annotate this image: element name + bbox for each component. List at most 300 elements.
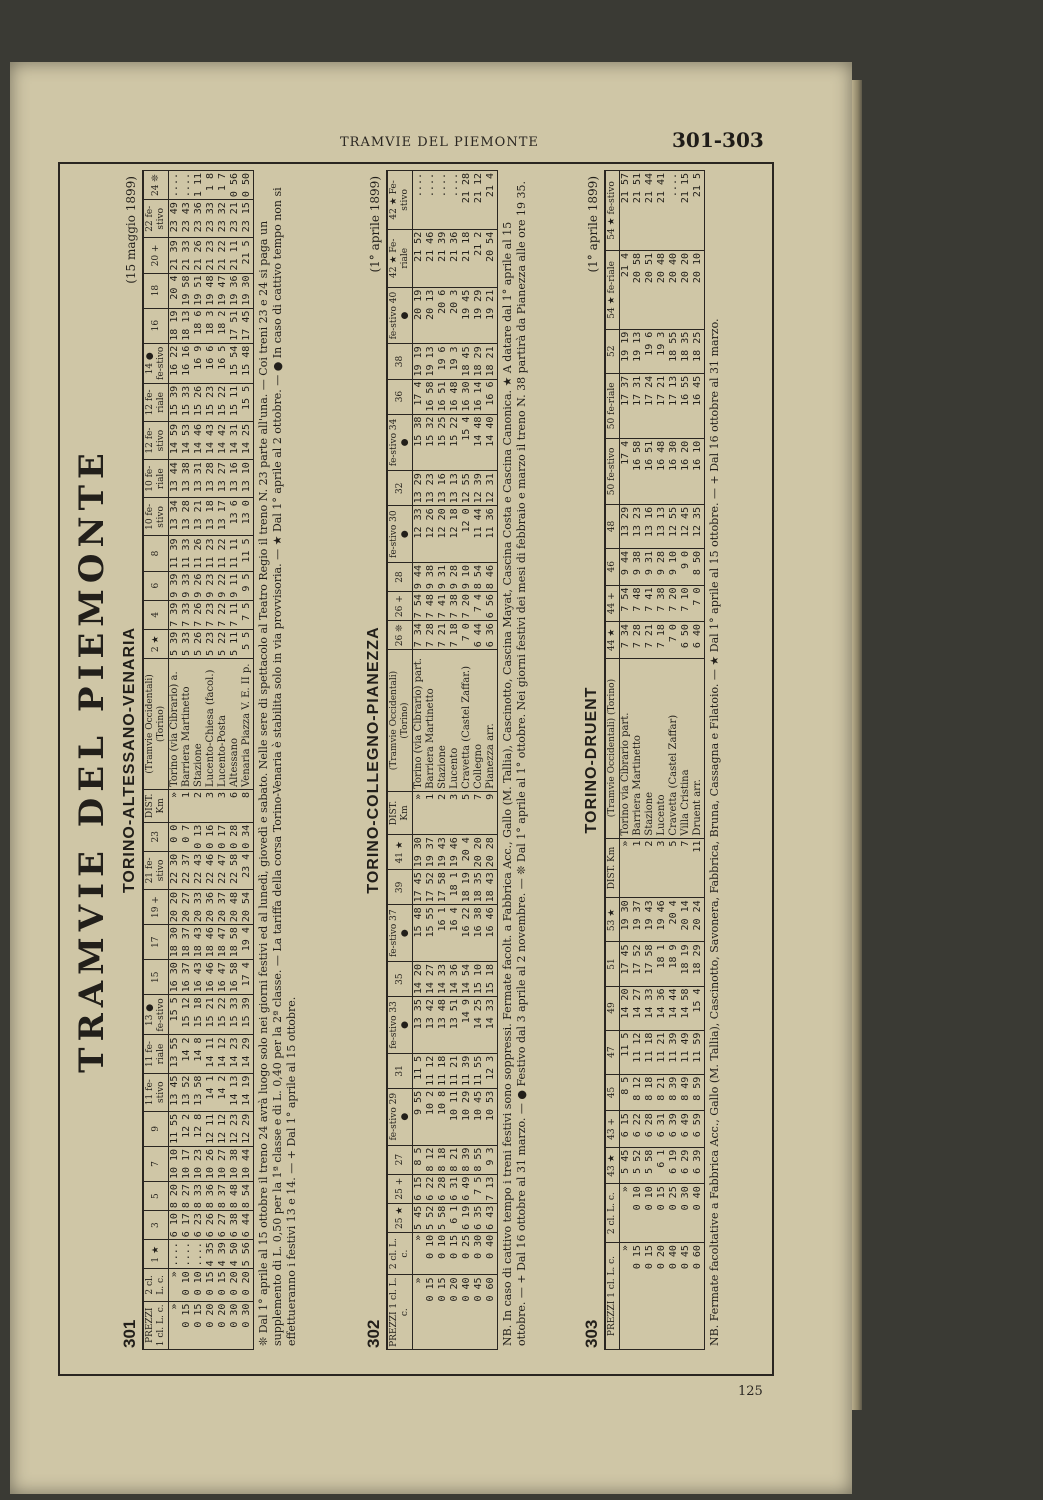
- time-cell: 9 0: [680, 548, 692, 585]
- time-cell: 9 10: [461, 563, 473, 592]
- time-cell: 9 38: [425, 563, 437, 592]
- price-1cl: 0 15: [425, 1275, 437, 1350]
- time-cell: 19 3: [449, 344, 461, 379]
- train-number: 36: [388, 379, 413, 414]
- price-1cl: 0 15: [644, 1243, 656, 1350]
- price-header: 2 cl. L. c.: [388, 1232, 413, 1275]
- time-cell: 21 18: [461, 229, 473, 287]
- time-cell: 21 28: [461, 171, 473, 230]
- time-cell: 11 18: [644, 1030, 656, 1074]
- time-cell: 9 39: [169, 571, 182, 600]
- time-cell: 14 46: [193, 421, 205, 459]
- time-cell: 7 4: [473, 592, 485, 621]
- price-1cl: 0 30: [229, 1301, 241, 1349]
- time-cell: 18 47: [217, 925, 229, 960]
- price-1cl: 0 40: [461, 1275, 473, 1350]
- time-cell: 7 33: [181, 600, 193, 629]
- distance-km: 5: [668, 838, 680, 898]
- time-cell: 11 55: [169, 1111, 182, 1146]
- time-cell: ....: [169, 171, 182, 200]
- train-number: 42 ★ Fe-stivo: [388, 171, 413, 230]
- time-cell: 10 45: [473, 1088, 485, 1145]
- time-cell: 9 31: [437, 563, 449, 592]
- section-title: TORINO-COLLEGNO-PIANEZZA: [365, 626, 382, 894]
- train-number: fe-stivo 34 ●: [388, 414, 413, 471]
- time-cell: 20 24: [692, 898, 705, 942]
- train-number: 50 fe-riale: [606, 373, 620, 438]
- train-number: 9: [144, 1111, 169, 1146]
- time-cell: 16 22: [169, 343, 182, 383]
- time-cell: 20 51: [644, 251, 656, 330]
- station-header: (Tramvie Occidentali) (Torino): [144, 658, 169, 789]
- time-cell: 19 51: [193, 273, 205, 308]
- time-cell: 7 28: [632, 622, 644, 659]
- time-cell: ....: [668, 171, 680, 251]
- time-cell: 5 26: [193, 629, 205, 658]
- time-cell: 16 46: [205, 960, 217, 995]
- time-cell: 16 22: [461, 905, 473, 962]
- price-header: 2 cl. L. c.: [606, 1184, 620, 1243]
- time-cell: 22 37: [181, 851, 193, 889]
- time-cell: 11 22: [217, 536, 229, 571]
- time-cell: 12 45: [680, 504, 692, 548]
- time-cell: ....: [181, 171, 193, 200]
- time-cell: 19 30: [620, 898, 633, 942]
- time-cell: 21 12: [473, 171, 485, 230]
- time-cell: 13 38: [181, 460, 193, 498]
- section-302: [364, 170, 574, 1350]
- table-row: [461, 171, 473, 1350]
- time-cell: 19 30: [413, 835, 426, 870]
- time-cell: ....: [413, 171, 426, 230]
- time-cell: 16 4: [449, 905, 461, 962]
- time-cell: 13 52: [181, 1073, 193, 1111]
- time-cell: 20 36: [205, 890, 217, 925]
- time-cell: 13 16: [437, 471, 449, 506]
- time-cell: 16 46: [485, 905, 498, 962]
- time-cell: 14 54: [461, 962, 473, 997]
- time-cell: 17 4: [241, 960, 254, 995]
- time-cell: 13 55: [169, 1035, 182, 1073]
- time-cell: 15 5: [241, 383, 254, 421]
- station-name: Torino (via Cibrario) part.: [413, 650, 426, 792]
- station-name: Barriera Martinetto: [181, 658, 193, 789]
- time-cell: 21 26: [193, 238, 205, 273]
- time-cell: 9 5: [241, 571, 254, 600]
- distance-km: 2: [437, 791, 449, 834]
- train-number: 18: [144, 273, 169, 308]
- time-cell: 9 23: [205, 571, 217, 600]
- time-cell: 15 5: [169, 995, 182, 1035]
- price-header: 2 cl. L. c.: [144, 1269, 169, 1301]
- table-row: [193, 171, 205, 1350]
- time-cell: 11 5: [620, 1030, 633, 1074]
- time-cell: 7 5: [473, 1174, 485, 1203]
- time-cell: 16 1: [437, 905, 449, 962]
- station-name: Lucento: [449, 650, 461, 792]
- section-header: [120, 170, 143, 1350]
- price-1cl: 0 60: [485, 1275, 498, 1350]
- price-2cl: 0 15: [217, 1269, 229, 1301]
- time-cell: 8 5: [413, 1145, 426, 1174]
- distance-km: 7: [473, 791, 485, 834]
- time-cell: 9 3: [485, 1145, 498, 1174]
- table-row: [217, 171, 229, 1350]
- time-cell: 13 51: [449, 997, 461, 1054]
- price-2cl: 0 20: [241, 1269, 254, 1301]
- time-cell: 6 43: [485, 1203, 498, 1232]
- time-cell: 21 5: [692, 171, 705, 251]
- time-cell: 21 51: [632, 171, 644, 251]
- time-cell: 15 18: [485, 962, 498, 997]
- price-1cl: »: [169, 1301, 182, 1349]
- time-cell: 7 20: [461, 592, 473, 621]
- time-cell: 18 13: [181, 308, 193, 343]
- price-1cl: 0 15: [632, 1243, 644, 1350]
- time-cell: 11 39: [169, 536, 182, 571]
- time-cell: 0 13: [193, 822, 205, 851]
- time-cell: 20 37: [217, 890, 229, 925]
- time-cell: 14 40: [485, 414, 498, 471]
- time-cell: 13 23: [632, 504, 644, 548]
- train-number: 46: [606, 548, 620, 585]
- time-cell: 5 58: [644, 1147, 656, 1184]
- time-cell: 9 55: [413, 1088, 426, 1145]
- time-cell: 17 31: [632, 373, 644, 438]
- section-number: 303: [582, 1319, 601, 1348]
- price-1cl: 0 15: [437, 1275, 449, 1350]
- time-cell: 13 45: [169, 1073, 182, 1111]
- station-name: Villa Cristina: [680, 658, 692, 838]
- time-cell: 6 31: [449, 1174, 461, 1203]
- price-header: PREZZI 1 cl. L. c.: [144, 1301, 169, 1349]
- time-cell: 7 26: [193, 600, 205, 629]
- distance-km: 1: [425, 791, 437, 834]
- time-cell: 15 12: [181, 995, 193, 1035]
- station-name: Pianezza arr.: [485, 650, 498, 792]
- page-edge: [852, 80, 862, 1410]
- time-cell: 6 28: [437, 1174, 449, 1203]
- time-cell: 14 9: [461, 997, 473, 1054]
- time-cell: 16 6: [485, 379, 498, 414]
- time-cell: 20 54: [241, 890, 254, 925]
- time-cell: 13 23: [425, 471, 437, 506]
- time-cell: 8 50: [692, 548, 705, 585]
- train-number: 38: [388, 344, 413, 379]
- time-cell: 7 13: [485, 1174, 498, 1203]
- time-cell: 12 3: [485, 1053, 498, 1088]
- time-cell: 6 38: [229, 1211, 241, 1240]
- train-number: 48: [606, 504, 620, 548]
- train-number: fe-stivo 40 ●: [388, 287, 413, 344]
- train-number: 19 +: [144, 890, 169, 925]
- train-number: 20 +: [144, 238, 169, 273]
- time-cell: 12 39: [473, 471, 485, 506]
- table-row: [632, 171, 644, 1350]
- time-cell: 7 18: [449, 621, 461, 650]
- time-cell: 14 48: [473, 414, 485, 471]
- train-number: 6: [144, 571, 169, 600]
- train-number: 35: [388, 962, 413, 997]
- time-cell: 4 50: [229, 1240, 241, 1269]
- time-cell: 6 27: [217, 1211, 229, 1240]
- time-cell: 19 6: [437, 344, 449, 379]
- time-cell: 13 16: [644, 504, 656, 548]
- train-number: 44 ★: [606, 622, 620, 659]
- time-cell: 9 31: [644, 548, 656, 585]
- distance-header: DIST. Km: [144, 790, 169, 823]
- time-cell: 17 45: [620, 942, 633, 986]
- station-name: Collegno: [473, 650, 485, 792]
- time-cell: ....: [437, 171, 449, 230]
- section-number: 301: [120, 1319, 139, 1348]
- time-cell: 20 19: [413, 287, 426, 344]
- time-cell: 8 27: [181, 1182, 193, 1211]
- time-cell: 16 30: [668, 438, 680, 504]
- time-cell: 8 55: [473, 1145, 485, 1174]
- time-cell: 5 52: [632, 1147, 644, 1184]
- time-cell: 20 3: [449, 287, 461, 344]
- time-cell: 12 2: [181, 1111, 193, 1146]
- distance-km: 3: [205, 790, 217, 823]
- time-cell: 18 35: [680, 329, 692, 373]
- distance-km: »: [413, 791, 426, 834]
- rotated-timetable: [72, 170, 768, 1350]
- time-cell: 9 11: [229, 571, 241, 600]
- time-cell: 15 39: [241, 995, 254, 1035]
- time-cell: 8 18: [437, 1145, 449, 1174]
- train-number: 27: [388, 1145, 413, 1174]
- time-cell: 8 54: [241, 1182, 254, 1211]
- time-cell: 16 30: [461, 379, 473, 414]
- time-cell: 7 0: [668, 622, 680, 659]
- table-row: [169, 171, 182, 1350]
- price-1cl: 0 60: [692, 1243, 705, 1350]
- time-cell: 15 38: [413, 414, 426, 471]
- time-cell: 7 20: [668, 585, 680, 622]
- time-cell: 14 25: [473, 997, 485, 1054]
- time-cell: 7 28: [425, 621, 437, 650]
- distance-km: »: [169, 790, 182, 823]
- time-cell: 20 20: [680, 251, 692, 330]
- time-cell: 6 40: [692, 622, 705, 659]
- time-cell: 12 29: [241, 1111, 254, 1146]
- time-cell: 8 12: [425, 1145, 437, 1174]
- train-number: 10 fe-riale: [144, 460, 169, 498]
- time-cell: 17 45: [241, 308, 254, 343]
- time-cell: 11 33: [181, 536, 193, 571]
- time-cell: 20 4: [668, 898, 680, 942]
- time-cell: 10 11: [449, 1088, 461, 1145]
- page-range: 301-303: [672, 128, 764, 152]
- time-cell: 15 10: [473, 962, 485, 997]
- time-cell: 20 54: [485, 229, 498, 287]
- price-2cl: »: [413, 1232, 426, 1275]
- time-cell: 20 14: [680, 898, 692, 942]
- time-cell: 14 27: [425, 962, 437, 997]
- train-number: 17: [144, 925, 169, 960]
- time-cell: 13 28: [181, 498, 193, 536]
- section-title: TORINO-ALTESSANO-VENARIA: [121, 626, 138, 894]
- time-cell: 6 49: [680, 1111, 692, 1148]
- time-cell: 6 39: [668, 1111, 680, 1148]
- time-cell: 17 52: [632, 942, 644, 986]
- time-cell: 14 19: [241, 1073, 254, 1111]
- price-2cl: »: [620, 1184, 633, 1243]
- time-cell: 19 13: [632, 329, 644, 373]
- time-cell: 18 35: [473, 870, 485, 905]
- time-cell: ....: [169, 1240, 182, 1269]
- time-cell: 12 31: [485, 471, 498, 506]
- time-cell: 7 0: [461, 621, 473, 650]
- time-cell: 16 58: [632, 438, 644, 504]
- time-cell: 23 36: [193, 200, 205, 238]
- time-cell: 21 22: [217, 238, 229, 273]
- time-cell: 11 5: [413, 1053, 426, 1088]
- time-cell: 6 28: [644, 1111, 656, 1148]
- train-number: 7: [144, 1146, 169, 1181]
- time-cell: 15 21: [205, 995, 217, 1035]
- train-number: 4: [144, 600, 169, 629]
- distance-km: 1: [632, 838, 644, 898]
- price-1cl: 0 15: [193, 1301, 205, 1349]
- time-cell: 5 45: [413, 1203, 426, 1232]
- distance-km: 3: [217, 790, 229, 823]
- time-cell: 16 30: [169, 960, 182, 995]
- train-number: fe-stivo 30 ●: [388, 506, 413, 563]
- time-cell: 13 58: [193, 1073, 205, 1111]
- price-2cl: 0 40: [692, 1184, 705, 1243]
- time-cell: 14 20: [620, 986, 633, 1030]
- train-number: 45: [606, 1074, 620, 1111]
- time-cell: 18 21: [485, 344, 498, 379]
- time-cell: 0 0: [169, 822, 182, 851]
- time-cell: 4 35: [205, 1240, 217, 1269]
- station-name: Lucento-Posta: [217, 658, 229, 789]
- time-cell: 9 44: [620, 548, 633, 585]
- distance-km: 6: [229, 790, 241, 823]
- time-cell: 13 16: [229, 460, 241, 498]
- time-cell: 11 55: [473, 1053, 485, 1088]
- time-cell: 22 46: [205, 851, 217, 889]
- time-cell: 6 49: [461, 1174, 473, 1203]
- time-cell: 14 27: [632, 986, 644, 1030]
- table-row: [668, 171, 680, 1350]
- train-number: 43 ★: [606, 1147, 620, 1184]
- time-cell: 16 58: [425, 379, 437, 414]
- time-cell: 16 5: [217, 343, 229, 383]
- section-header: [364, 170, 387, 1350]
- time-cell: 6 29: [680, 1147, 692, 1184]
- time-cell: 13 29: [620, 504, 633, 548]
- time-cell: 15 25: [437, 414, 449, 471]
- station-header: (Tramvie Occidentali) (Torino): [388, 650, 413, 792]
- time-cell: 17 58: [644, 942, 656, 986]
- time-cell: 13 29: [413, 471, 426, 506]
- time-cell: 15 22: [217, 383, 229, 421]
- time-cell: 20 58: [632, 251, 644, 330]
- time-cell: 17 45: [413, 870, 426, 905]
- price-2cl: 0 10: [181, 1269, 193, 1301]
- time-cell: 18 3: [205, 308, 217, 343]
- time-cell: 12 0: [461, 506, 473, 563]
- time-cell: 6 44: [241, 1211, 254, 1240]
- time-cell: 15 48: [241, 343, 254, 383]
- price-1cl: 0 20: [449, 1275, 461, 1350]
- time-cell: 14 11: [205, 1035, 217, 1073]
- time-cell: 14 59: [169, 421, 182, 459]
- time-cell: 7 5: [241, 600, 254, 629]
- time-cell: 21 41: [656, 171, 668, 251]
- time-cell: 20 20: [169, 890, 182, 925]
- train-number: 25 ★: [388, 1203, 413, 1232]
- time-cell: 21 11: [229, 238, 241, 273]
- time-cell: 6 36: [485, 621, 498, 650]
- train-number: 24 ❊: [144, 171, 169, 200]
- timetable: [143, 170, 254, 1350]
- time-cell: 8 21: [656, 1074, 668, 1111]
- distance-km: 8: [241, 790, 254, 823]
- price-2cl: 0 10: [632, 1184, 644, 1243]
- time-cell: 10 10: [169, 1146, 182, 1181]
- time-cell: 19 37: [425, 835, 437, 870]
- time-cell: 6 1: [656, 1147, 668, 1184]
- time-cell: 19 46: [449, 835, 461, 870]
- time-cell: 9 28: [449, 563, 461, 592]
- table-row: [485, 171, 498, 1350]
- time-cell: 15 33: [229, 995, 241, 1035]
- time-cell: 8 59: [692, 1074, 705, 1111]
- time-cell: 10 23: [193, 1146, 205, 1181]
- train-number: 43 +: [606, 1111, 620, 1148]
- time-cell: 19 19: [413, 344, 426, 379]
- train-number: 52: [606, 329, 620, 373]
- distance-header: DIST. Km: [388, 791, 413, 834]
- header-row: [606, 171, 620, 1350]
- time-cell: 6 31: [656, 1111, 668, 1148]
- time-cell: 13 42: [425, 997, 437, 1054]
- time-cell: 10 53: [485, 1088, 498, 1145]
- time-cell: 0 50: [241, 171, 254, 200]
- time-cell: 23 43: [181, 200, 193, 238]
- time-cell: 10 8: [437, 1088, 449, 1145]
- time-cell: 12 55: [461, 471, 473, 506]
- time-cell: 7 54: [620, 585, 633, 622]
- time-cell: 21 57: [620, 171, 633, 251]
- time-cell: 10 17: [181, 1146, 193, 1181]
- time-cell: 21 39: [169, 238, 182, 273]
- train-number: 21 fe-stivo: [144, 851, 169, 889]
- time-cell: 18 29: [692, 942, 705, 986]
- price-2cl: 0 30: [680, 1184, 692, 1243]
- train-number: fe-stivo 37 ●: [388, 905, 413, 962]
- train-number: 13 ● fe-stivo: [144, 995, 169, 1035]
- time-cell: 14 1: [205, 1073, 217, 1111]
- section-303: [582, 170, 768, 1350]
- main-title: TRAMVIE DEL PIEMONTE: [72, 447, 112, 1073]
- time-cell: 5 5: [241, 629, 254, 658]
- time-cell: 1 7: [217, 171, 229, 200]
- station-name: Stazione: [193, 658, 205, 789]
- time-cell: 14 44: [668, 986, 680, 1030]
- time-cell: 0 34: [241, 822, 254, 851]
- time-cell: 21 4: [620, 251, 633, 330]
- time-cell: 14 31: [229, 421, 241, 459]
- time-cell: 18 45: [461, 344, 473, 379]
- time-cell: 8 39: [668, 1074, 680, 1111]
- header-row: [144, 171, 169, 1350]
- time-cell: 5 56: [241, 1240, 254, 1269]
